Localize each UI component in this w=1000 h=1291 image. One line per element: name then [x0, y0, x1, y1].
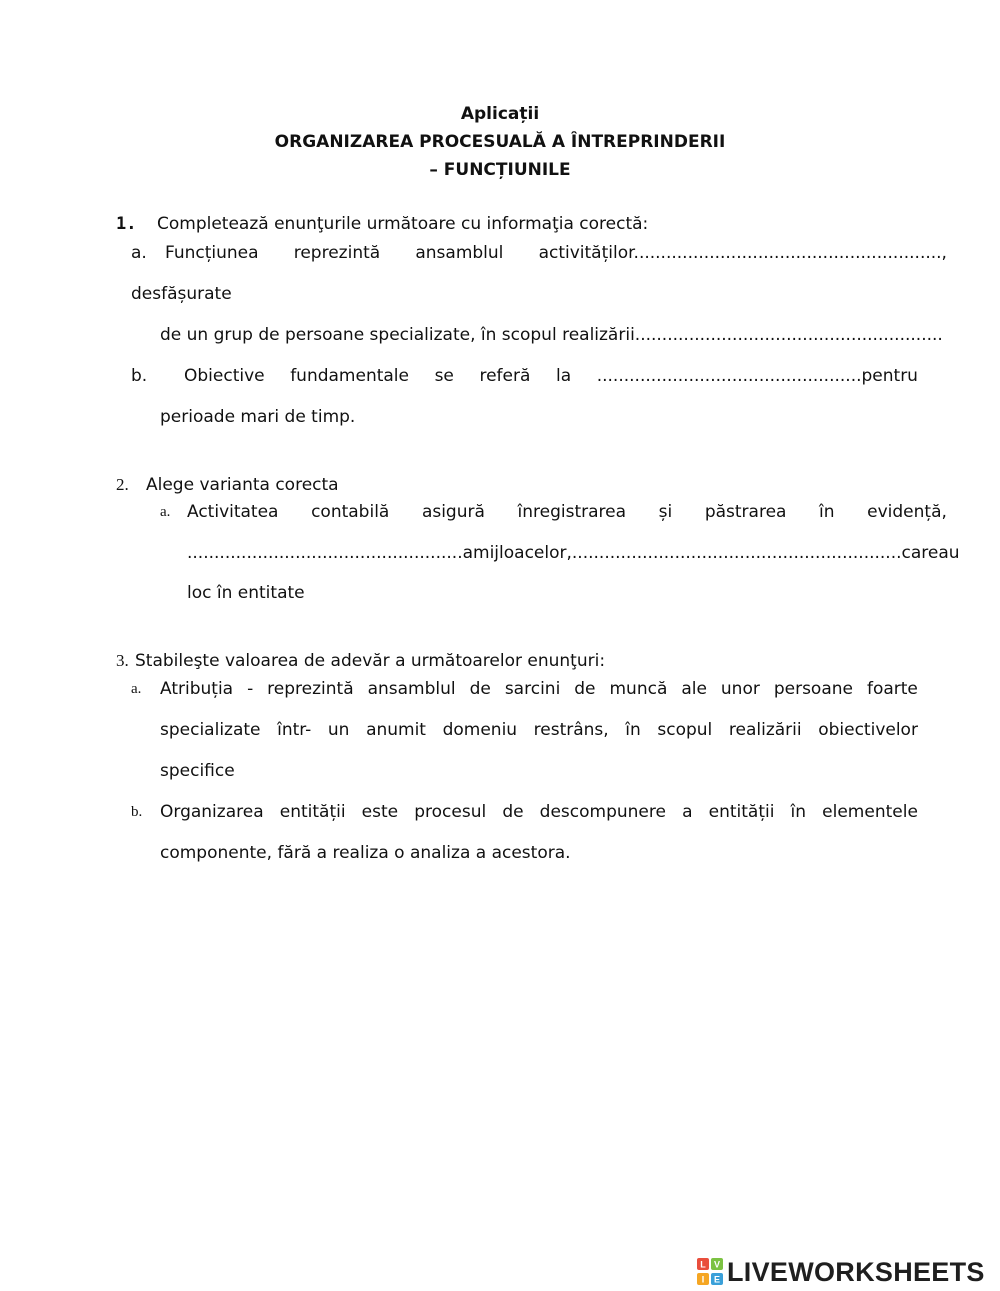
- q3-b-word: descompunere: [539, 802, 666, 822]
- worksheet-subtitle: – FUNCȚIUNILE: [429, 160, 571, 180]
- q2-a-word: evidență,: [867, 502, 947, 522]
- q2-a-blank: ...................................................a: [187, 543, 474, 563]
- q3-a-line1: [160, 679, 918, 699]
- q3-a-word: realizării: [728, 720, 802, 740]
- q2-a-word: mijloacelor,: [473, 543, 572, 563]
- q3-a-word: reprezintă: [267, 679, 354, 699]
- q3-a-line3: specifice: [160, 761, 235, 781]
- q1-b-word: se: [434, 366, 454, 386]
- question-1-number: 1.: [116, 214, 137, 234]
- q2-a-word: și: [658, 502, 673, 522]
- q3-a-word: de: [574, 679, 596, 699]
- question-3-number: 3.: [116, 651, 129, 670]
- question-3-prompt: Stabileşte valoarea de adevăr a următoarelor enunţuri:: [135, 651, 606, 671]
- q3-a-word: într-: [277, 720, 312, 740]
- liveworksheets-brand: LIVEWORKSHEETS: [727, 1256, 985, 1287]
- worksheet-label: Aplicații: [460, 104, 540, 124]
- q2-a-line2: [187, 543, 960, 563]
- q3-a-marker: a.: [131, 681, 142, 697]
- q3-a-word: foarte: [866, 679, 918, 699]
- q3-a-word: unor: [720, 679, 760, 699]
- q1-b-blank: .................................................pentru: [596, 366, 918, 386]
- q3-b-word: este: [361, 802, 399, 822]
- logo-letter-e: E: [713, 1274, 721, 1285]
- q2-a-blank: .............................................................care: [571, 543, 939, 563]
- q1-a-line1: [165, 243, 947, 263]
- q2-a-word: păstrarea: [704, 502, 787, 522]
- q3-b-word: entității: [708, 802, 775, 822]
- question-1-prompt: Completează enunţurile următoare cu informaţia corectă:: [157, 214, 649, 234]
- q3-a-word: un: [327, 720, 350, 740]
- liveworksheets-logo-icon: [697, 1258, 723, 1286]
- q2-a-word: contabilă: [311, 502, 390, 522]
- q3-a-word: de: [469, 679, 491, 699]
- q3-a-word: specializate: [160, 720, 261, 740]
- q3-a-word: muncă: [609, 679, 668, 699]
- q3-a-word: persoane: [773, 679, 853, 699]
- q3-a-word: restrâns,: [533, 720, 609, 740]
- q2-a-word: asigură: [421, 502, 485, 522]
- question-2-prompt: Alege varianta corecta: [146, 475, 339, 495]
- q3-b-marker: b.: [131, 804, 143, 820]
- q3-b-word: a: [682, 802, 693, 822]
- q1-a-word: ansamblul: [415, 243, 504, 263]
- q1-a-word: reprezintă: [293, 243, 381, 263]
- q3-a-word: în: [625, 720, 641, 740]
- q3-b-word: procesul: [414, 802, 487, 822]
- q3-a-word: Atribuția: [160, 679, 234, 699]
- q2-a-line3: loc în entitate: [187, 583, 305, 603]
- q1-b-word: fundamentale: [290, 366, 409, 386]
- q3-b-word: entității: [279, 802, 346, 822]
- q3-b-word: elementele: [822, 802, 918, 822]
- logo-letter-l: L: [700, 1259, 706, 1270]
- q1-b-marker: b.: [131, 366, 148, 386]
- q3-b-line1: [160, 802, 918, 822]
- q3-b-line2: componente, fără a realiza o analiza a acestora.: [160, 843, 571, 863]
- q3-a-word: domeniu: [442, 720, 518, 740]
- q1-b-word: Obiective: [184, 366, 265, 386]
- liveworksheets-logo: [697, 1256, 985, 1288]
- logo-letter-v: V: [713, 1259, 721, 1270]
- q3-a-word: ansamblul: [367, 679, 456, 699]
- worksheet-title: ORGANIZAREA PROCESUALĂ A ÎNTREPRINDERII: [274, 132, 726, 152]
- q2-a-word: Activitatea: [187, 502, 279, 522]
- q1-b-line2: perioade mari de timp.: [160, 407, 356, 427]
- q3-a-word: -: [247, 679, 254, 699]
- q2-a-word: au: [938, 543, 960, 563]
- logo-letter-i: I: [701, 1274, 705, 1285]
- q2-a-marker: a.: [160, 504, 171, 520]
- q3-a-word: scopul: [657, 720, 713, 740]
- q3-a-line2: [160, 720, 918, 740]
- q1-a-blank: activităților.........................................................,: [538, 243, 947, 263]
- q1-a-word: Funcțiunea: [165, 243, 259, 263]
- q2-a-word: în: [819, 502, 835, 522]
- q2-a-line1: [187, 502, 947, 522]
- q3-a-word: obiectivelor: [818, 720, 918, 740]
- question-2-number: 2.: [116, 475, 129, 494]
- q1-b-word: la: [556, 366, 572, 386]
- q1-b-line1: [184, 366, 918, 386]
- q3-a-word: sarcini: [504, 679, 561, 699]
- q3-a-word: ale: [681, 679, 707, 699]
- q2-a-word: înregistrarea: [517, 502, 627, 522]
- q1-b-word: referă: [479, 366, 531, 386]
- q1-a-marker: a.: [131, 243, 147, 263]
- q3-a-word: anumit: [366, 720, 426, 740]
- q1-a-line3: de un grup de persoane specializate, în scopul realizării.........................................................: [160, 325, 943, 345]
- q3-b-word: Organizarea: [160, 802, 264, 822]
- q3-b-word: de: [502, 802, 524, 822]
- q3-b-word: în: [790, 802, 807, 822]
- q1-a-line2: desfășurate: [131, 284, 232, 304]
